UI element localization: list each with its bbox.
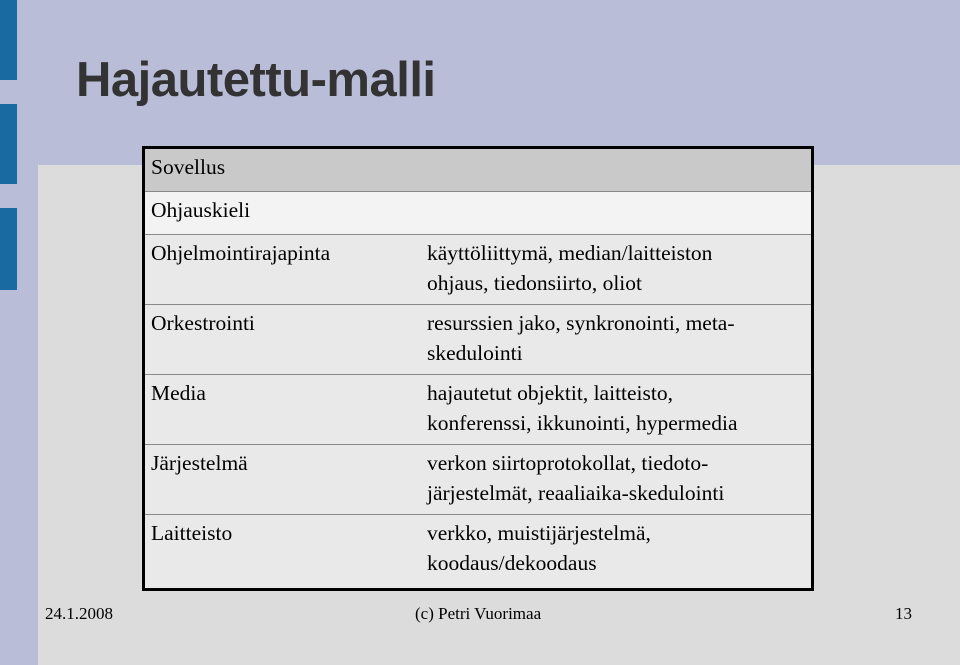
table-row-ohjelmointirajapinta: [144, 235, 813, 305]
description-line: ohjaus, tiedonsiirto, oliot: [427, 271, 642, 295]
layer-description: [419, 515, 813, 590]
slide-title: Hajautettu-malli: [76, 53, 436, 107]
layer-description: [419, 148, 813, 192]
table-row-sovellus: [144, 148, 813, 192]
description-line: konferenssi, ikkunointi, hypermedia: [427, 411, 738, 435]
layer-name: Orkestrointi: [144, 305, 420, 375]
accent-bar-bottom: [0, 208, 17, 290]
description-line: hajautetut objektit, laitteisto,: [427, 381, 674, 405]
layer-description: [419, 192, 813, 235]
description-line: skedulointi: [427, 341, 523, 365]
table-row-jarjestelma: [144, 445, 813, 515]
layer-description: [419, 445, 813, 515]
footer-date: 24.1.2008: [45, 604, 113, 623]
footer-page-number: 13: [895, 604, 912, 623]
description-line: käyttöliittymä, median/laitteiston: [427, 241, 713, 265]
table-row-orkestrointi: [144, 305, 813, 375]
description-line: koodaus/dekoodaus: [427, 551, 597, 575]
layer-name: Media: [144, 375, 420, 445]
layer-name: Ohjauskieli: [144, 192, 420, 235]
description-line: resurssien jako, synkronointi, meta-: [427, 311, 735, 335]
description-line: verkko, muistijärjestelmä,: [427, 521, 651, 545]
layer-name: Laitteisto: [144, 515, 420, 590]
layer-name: Ohjelmointirajapinta: [144, 235, 420, 305]
accent-bar-top: [0, 0, 17, 80]
layer-description: [419, 305, 813, 375]
table-row-ohjauskieli: [144, 192, 813, 235]
table-row-laitteisto: [144, 515, 813, 590]
description-line: verkon siirtoprotokollat, tiedoto-: [427, 451, 709, 475]
layer-name: Järjestelmä: [144, 445, 420, 515]
table-row-media: [144, 375, 813, 445]
layer-description: [419, 235, 813, 305]
layer-table: [142, 146, 814, 591]
layer-name: Sovellus: [144, 148, 420, 192]
description-line: järjestelmät, reaaliaika-skedulointi: [427, 481, 725, 505]
footer-author: (c) Petri Vuorimaa: [415, 604, 542, 623]
layer-description: [419, 375, 813, 445]
accent-bar-middle: [0, 104, 17, 184]
